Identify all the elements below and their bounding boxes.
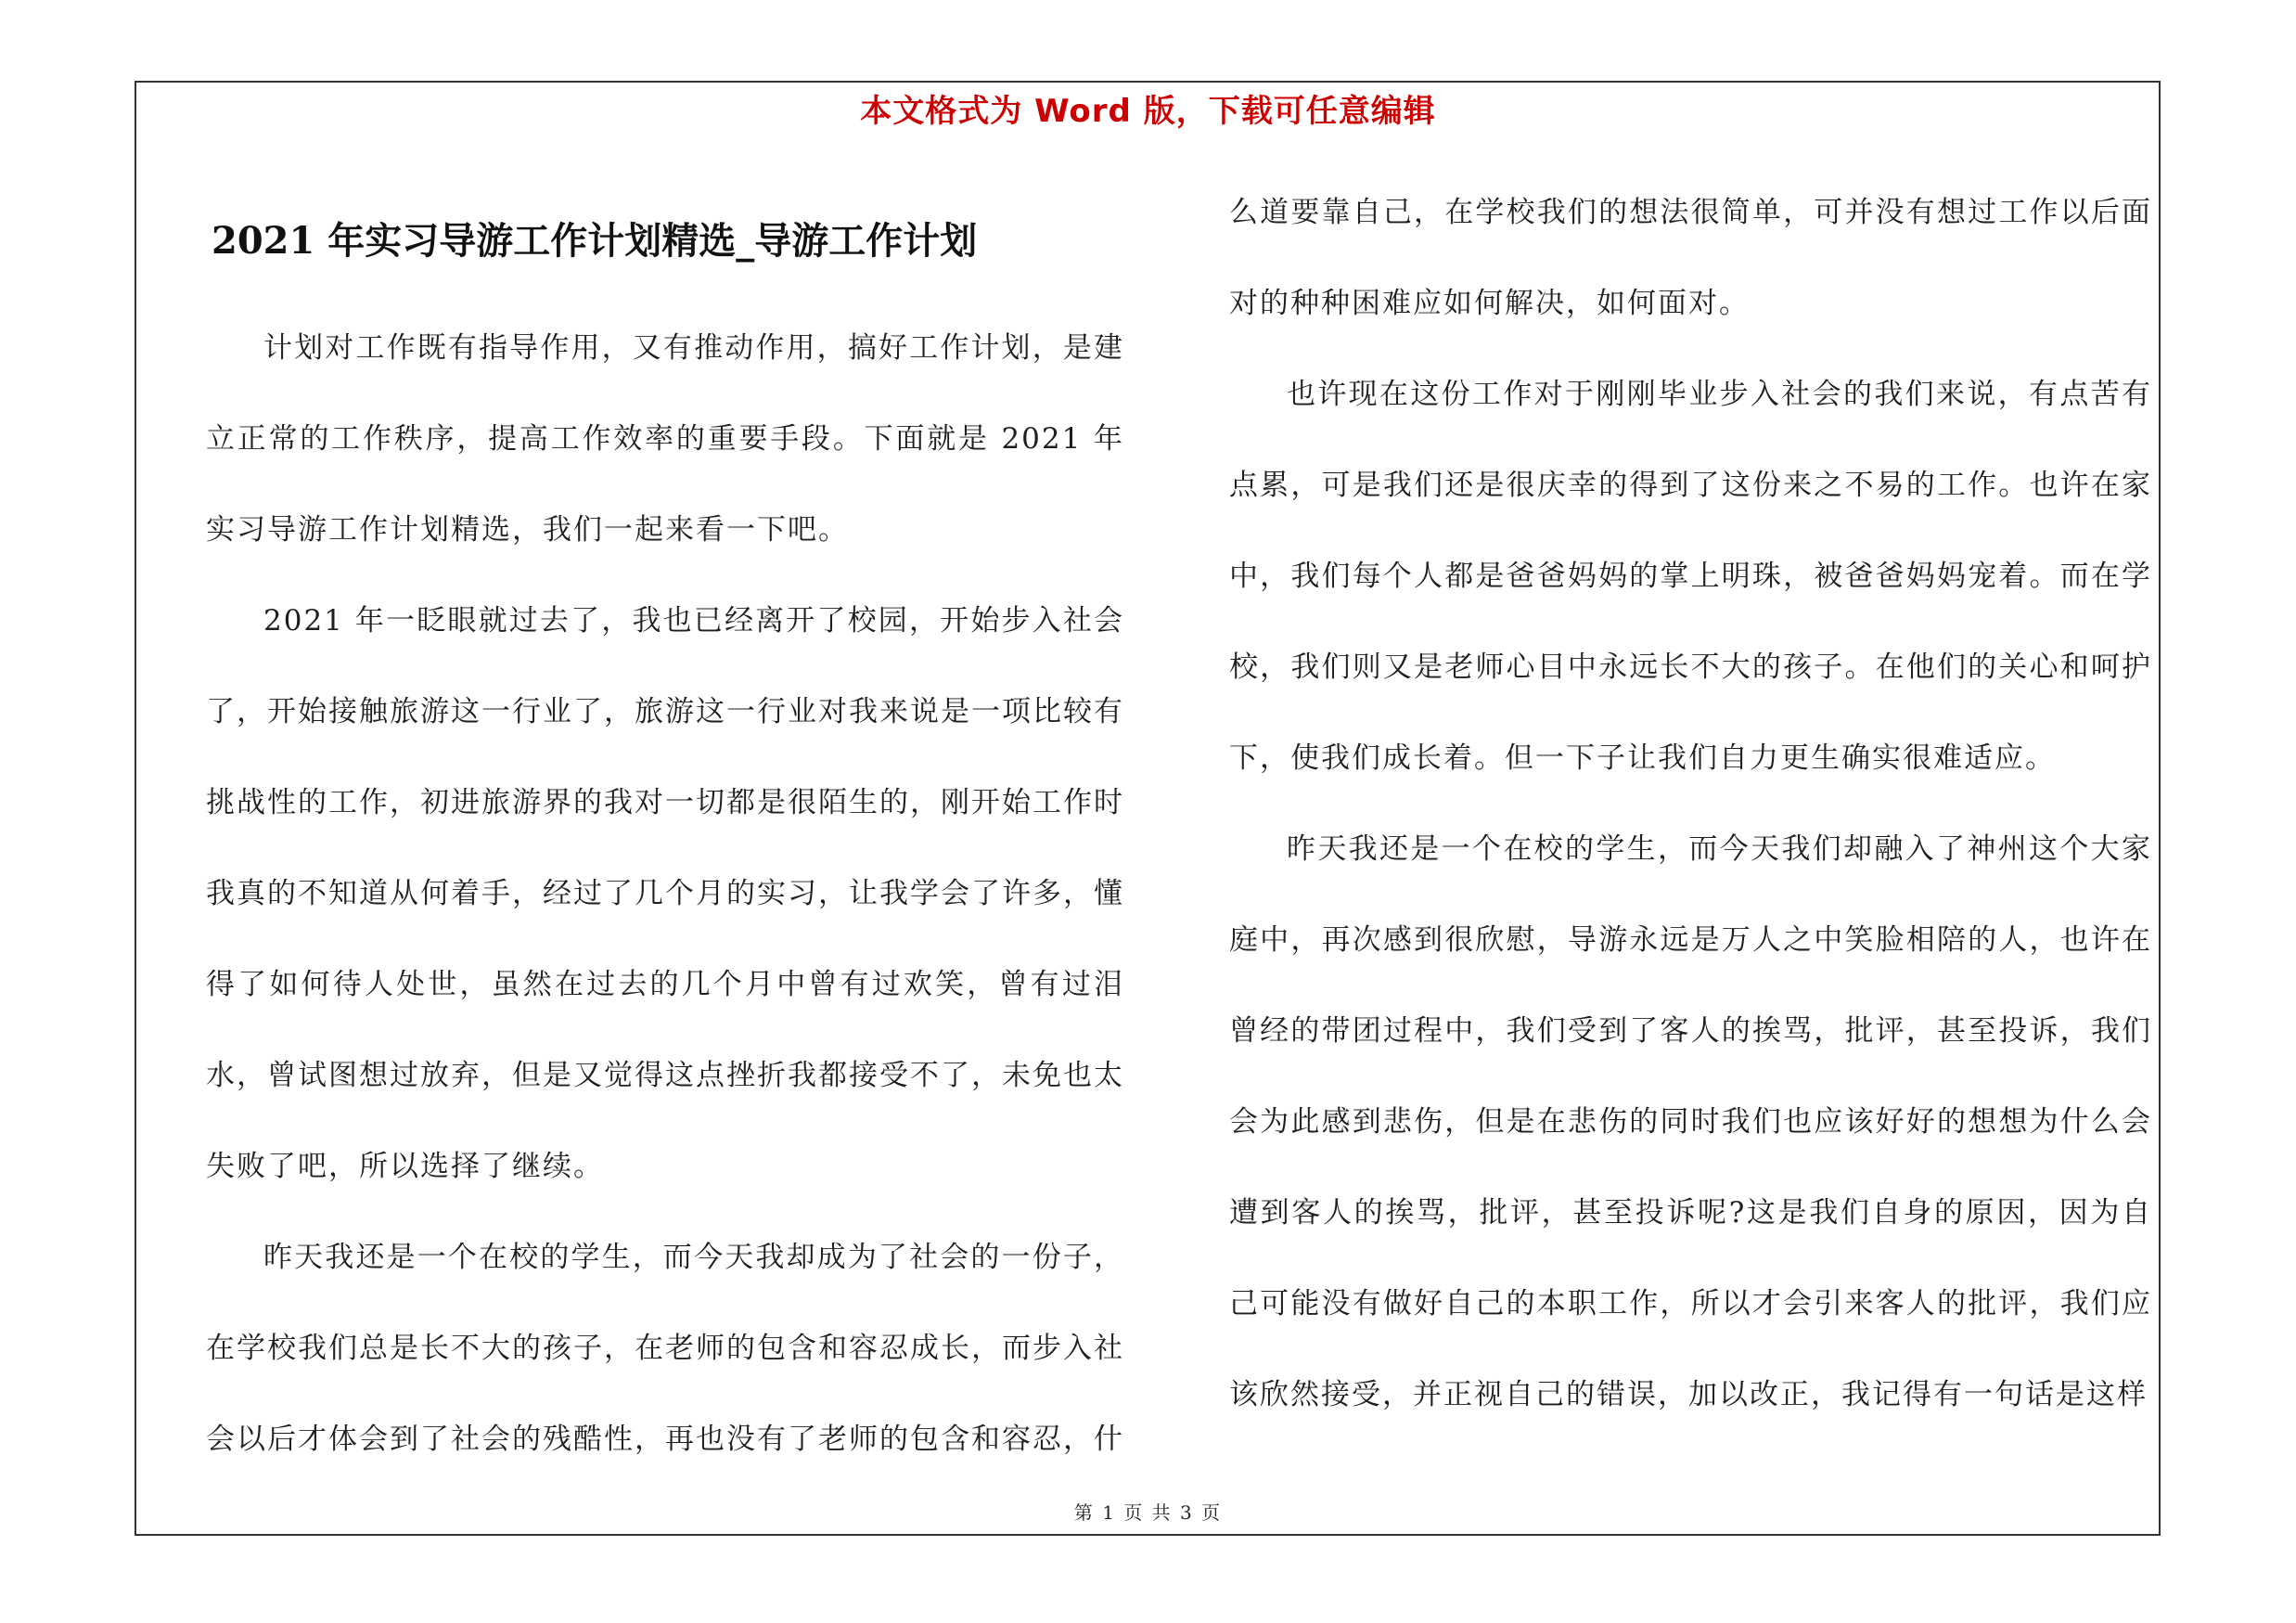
paragraph: 计划对工作既有指导作用，又有推动作用，搞好工作计划，是建立正常的工作秩序，提高工作效率的重要手段。下面就是 2021 年实习导游工作计划精选，我们一起来看一下吧。 [206,331,1124,547]
page-number-footer: 第 1 页 共 3 页 [1073,1501,1223,1524]
paragraph: 昨天我还是一个在校的学生，而今天我们却融入了神州这个大家庭中，再次感到很欣慰，导游永远是万人之中笑脸相陪的人，也许在曾经的带团过程中，我们受到了客人的挨骂，批评，甚至投诉，我们会为此感到悲伤，但是在悲伤的同时我们也应该好好的想想为什么会遭到客人的挨骂，批评，甚至投诉呢?这是我们自身的原因，因为自己可能没有做好自己的本职工作，所以才会引来客人的批评，我们应该欣然接受，并正视自己的错误，加以改正，我记得有一句话是这样 [1229,832,2152,1411]
paragraph: 也许现在这份工作对于刚刚毕业步入社会的我们来说，有点苦有点累，可是我们还是很庆幸的得到了这份来之不易的工作。也许在家中，我们每个人都是爸爸妈妈的掌上明珠，被爸爸妈妈宠着。而在学校，我们则又是老师心目中永远长不大的孩子。在他们的关心和呵护下，使我们成长着。但一下子让我们自力更生确实很难适应。 [1229,378,2152,775]
format-banner: 本文格式为 Word 版，下载可任意编辑 [860,93,1436,130]
left-column [206,303,1124,1485]
paragraph: 2021 年一眨眼就过去了，我也已经离开了校园，开始步入社会了，开始接触旅游这一行业了，旅游这一行业对我来说是一项比较有挑战性的工作，初进旅游界的我对一切都是很陌生的，刚开始工作时我真的不知道从何着手，经过了几个月的实习，让我学会了许多，懂得了如何待人处世，虽然在过去的几个月中曾有过欢笑，曾有过泪水，曾试图想过放弃，但是又觉得这点挫折我都接受不了，未免也太失败了吧，所以选择了继续。 [206,604,1124,1183]
paragraph: 昨天我还是一个在校的学生，而今天我却成为了社会的一份子，在学校我们总是长不大的孩子，在老师的包含和容忍成长，而步入社会以后才体会到了社会的残酷性，再也没有了老师的包含和容忍，什 [206,1241,1124,1456]
paragraph-continued: 么道要靠自己，在学校我们的想法很简单，可并没有想过工作以后面对的种种困难应如何解决，如何面对。 [1229,196,2152,320]
document-title: 2021 年实习导游工作计划精选_导游工作计划 [212,219,978,263]
right-column [1229,167,2152,1440]
